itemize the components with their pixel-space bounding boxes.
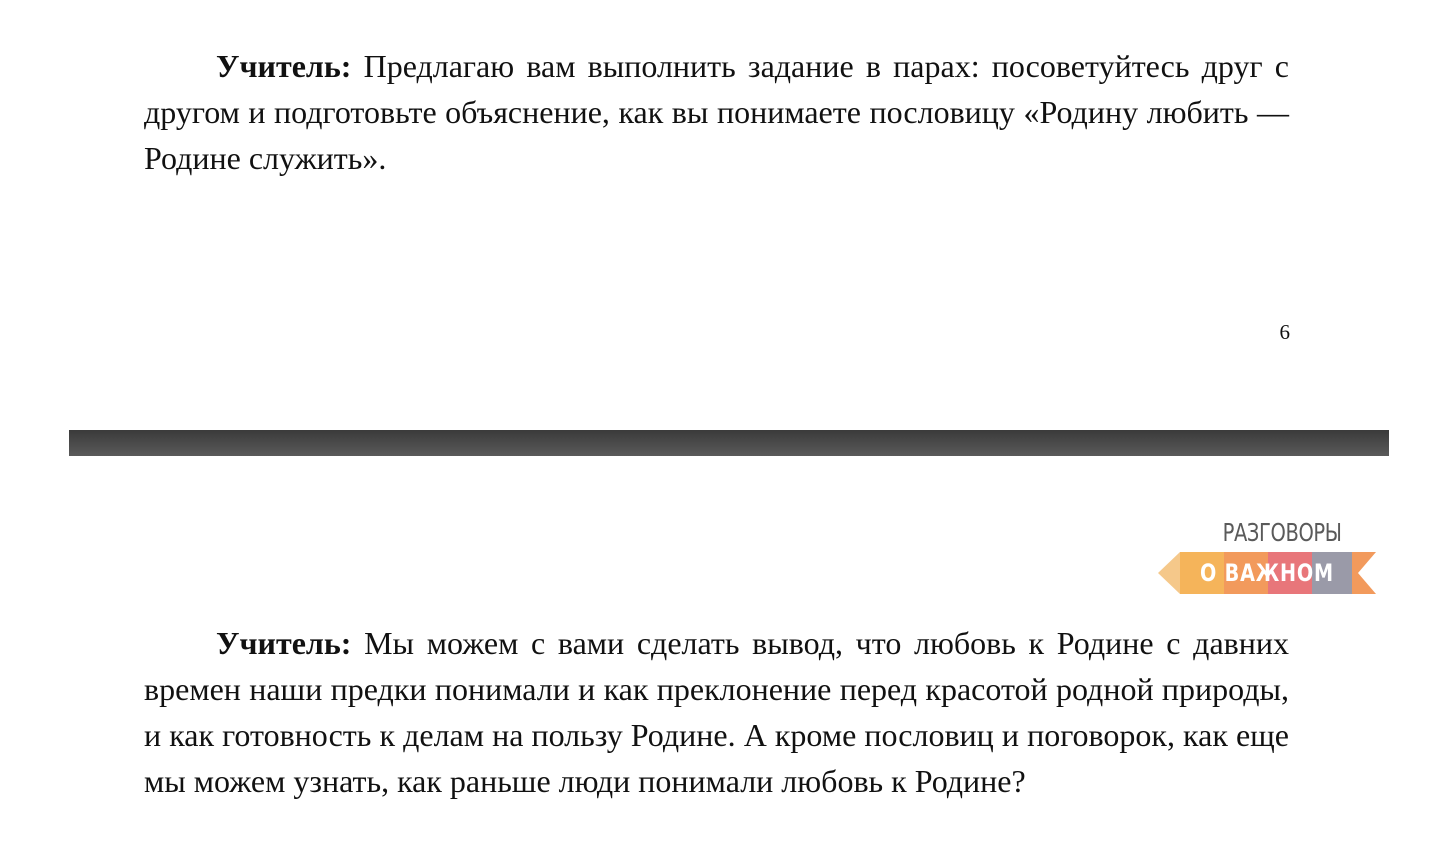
page-number: 6 xyxy=(1279,320,1290,344)
logo-banner-right-arrow xyxy=(1352,552,1376,594)
logo-title-line2: О ВАЖНОМ xyxy=(1200,559,1334,587)
paragraph-text: Мы можем с вами сделать вывод, что любовь к Родине с давних времен наши предки понимали и как преклонение перед красотой родной природы, и как готовность к делам на пользу Родине. А кроме пословиц и поговорок, как еще мы можем узнать, как раньше люди понимали любовь к Родине? xyxy=(144,625,1289,799)
logo-title-line1: РАЗГОВОРЫ xyxy=(1222,518,1342,547)
paragraph-text: Предлагаю вам выполнить задание в парах: посоветуйтесь друг с другом и подготовьте объяснение, как вы понимаете пословицу «Родину любить — Родине служить». xyxy=(144,48,1289,176)
speaker-label: Учитель: xyxy=(216,625,352,661)
logo-banner-left-arrow xyxy=(1158,552,1180,594)
speaker-label: Учитель: xyxy=(216,48,352,84)
page-separator xyxy=(69,430,1389,456)
teacher-paragraph-2 xyxy=(144,620,1289,804)
razgovory-o-vazhnom-logo xyxy=(1158,516,1376,596)
teacher-paragraph-1 xyxy=(144,43,1289,181)
